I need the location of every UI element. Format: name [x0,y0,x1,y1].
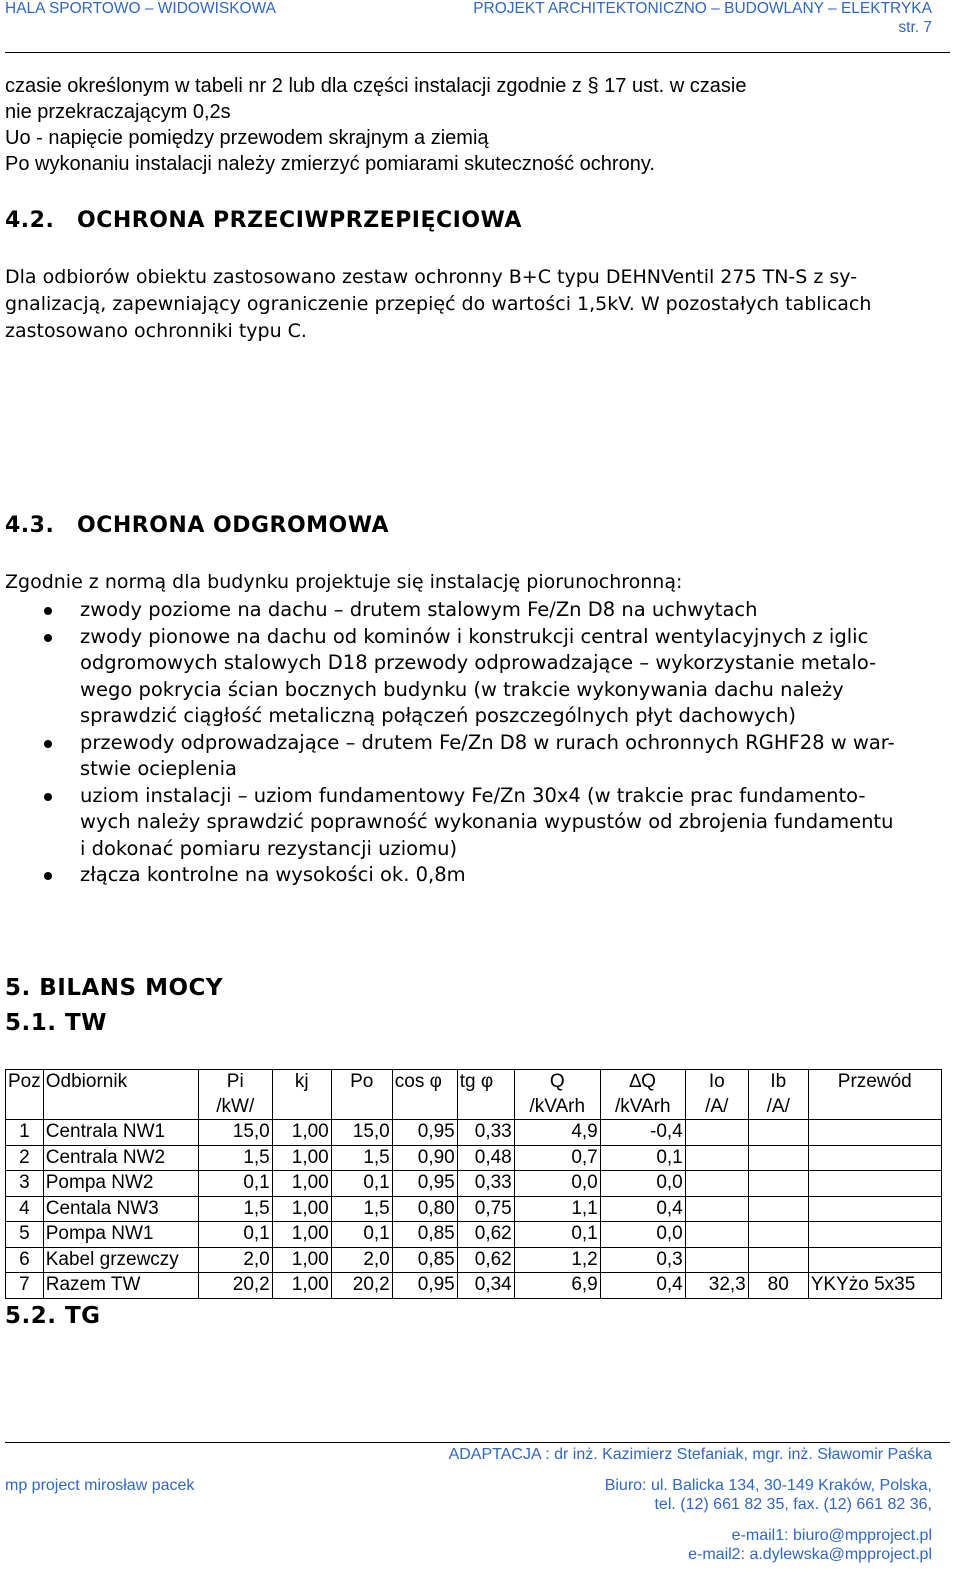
table-cell: 1,00 [272,1171,331,1197]
table-cell: 20,2 [331,1273,392,1299]
table-cell: 0,1 [600,1145,685,1171]
table-cell: 1,2 [514,1247,600,1273]
table-cell [748,1196,808,1222]
table-cell: 4 [6,1196,44,1222]
table-cell [748,1247,808,1273]
table-cell: 0,80 [392,1196,457,1222]
table-cell [685,1222,748,1248]
table-cell: 0,4 [600,1196,685,1222]
table-cell: Razem TW [43,1273,198,1299]
section-number: 4.3. [5,513,55,538]
table-row [6,1120,942,1146]
table-cell [685,1145,748,1171]
table-cell: 0,0 [600,1171,685,1197]
header-cell: Q [514,1070,600,1095]
intro-line-3: Uo - napięcie pomiędzy przewodem skrajnym a ziemią [5,127,489,149]
table-cell [685,1247,748,1273]
table-cell: 1,00 [272,1196,331,1222]
table-cell: 0,4 [600,1273,685,1299]
power-balance-table [5,1069,942,1299]
header-cell: cos φ [392,1070,457,1095]
s42-line-2: gnalizacją, zapewniający ograniczenie przepięć do wartości 1,5kV. W pozostałych tablicach [5,293,872,315]
section-title: OCHRONA ODGROMOWA [77,513,390,538]
footer-email-1: e-mail1: biuro@mpproject.pl [731,1527,932,1544]
table-cell [748,1120,808,1146]
table-row [6,1171,942,1197]
header-right: PROJEKT ARCHITEKTONICZNO – BUDOWLANY – ELEKTRYKA [473,0,932,17]
table-cell: 0,7 [514,1145,600,1171]
table-cell [808,1247,941,1273]
header-cell: /kVArh [514,1095,600,1120]
table-cell: 4,9 [514,1120,600,1146]
table-cell: 1,1 [514,1196,600,1222]
table-cell: 1,00 [272,1145,331,1171]
intro-line-2: nie przekraczającym 0,2s [5,101,231,123]
header-rule [5,52,950,53]
table-cell: 0,1 [331,1222,392,1248]
table-cell: 1,5 [331,1196,392,1222]
table-row [6,1145,942,1171]
table-cell [808,1196,941,1222]
page-number: str. 7 [898,19,932,36]
header-cell: /kVArh [600,1095,685,1120]
header-cell: Poz [6,1070,44,1095]
header-cell [392,1095,457,1120]
table-cell: 1,00 [272,1273,331,1299]
table-cell: 1 [6,1120,44,1146]
table-cell: 0,1 [198,1171,272,1197]
list-item: zwody poziome na dachu – drutem stalowym Fe/Zn D8 na uchwytach [0,597,940,624]
table-cell: 0,85 [392,1247,457,1273]
footer-rule [5,1442,950,1443]
table-cell: 2,0 [331,1247,392,1273]
header-cell: Ib [748,1070,808,1095]
table-cell: 2 [6,1145,44,1171]
table-row [6,1247,942,1273]
header-cell: Przewód [808,1070,941,1095]
footer-email-2: e-mail2: a.dylewska@mpproject.pl [688,1546,932,1563]
section-heading-5-1: 5.1. TW [5,1010,108,1036]
list-item: przewody odprowadzające – drutem Fe/Zn D8 w rurach ochronnych RGHF28 w war- stwie ocieplenia [0,730,940,783]
table-cell [808,1222,941,1248]
table-cell: 0,34 [457,1273,514,1299]
header-cell [808,1095,941,1120]
list-item: uziom instalacji – uziom fundamentowy Fe/Zn 30x4 (w trakcie prac fundamento- wych należy sprawdzić poprawność wykonania wypustów od zbrojenia fundamentu i dokonać pomiaru rezystancji uziomu) [0,783,940,863]
footer-address-2: tel. (12) 661 82 35, fax. (12) 661 82 36, [654,1496,932,1513]
s42-line-3: zastosowano ochronniki typu C. [5,320,307,342]
list-item: zwody pionowe na dachu od kominów i konstrukcji central wentylacyjnych z iglic odgromowych stalowych D18 przewody odprowadzające – wykorzystanie metalo- wego pokrycia ścian bocznych budynku (w trakcie wykonywania dachu należy sprawdzić ciągłość metaliczną połączeń poszczególnych płyt dachowych) [0,624,940,730]
section-title: OCHRONA PRZECIWPRZEPIĘCIOWA [77,208,522,233]
table-cell: 6,9 [514,1273,600,1299]
table-cell: 0,33 [457,1120,514,1146]
table-cell: Pompa NW2 [43,1171,198,1197]
header-cell: /A/ [685,1095,748,1120]
section-heading-5: 5. BILANS MOCY [5,975,224,1001]
header-cell: Odbiornik [43,1070,198,1095]
table-row [6,1222,942,1248]
header-cell: ∆Q [600,1070,685,1095]
table-row [6,1196,942,1222]
table-cell [808,1120,941,1146]
table-cell [808,1145,941,1171]
table-cell: 15,0 [331,1120,392,1146]
table-cell: 0,62 [457,1222,514,1248]
table-cell: 0,75 [457,1196,514,1222]
table-cell: 1,5 [331,1145,392,1171]
intro-line-4: Po wykonaniu instalacji należy zmierzyć pomiarami skuteczność ochrony. [5,153,655,175]
header-left: HALA SPORTOWO – WIDOWISKOWA [5,0,277,17]
header-cell [272,1095,331,1120]
table-cell: 20,2 [198,1273,272,1299]
header-cell [43,1095,198,1120]
table-cell: 6 [6,1247,44,1273]
s42-line-1: Dla odbiorów obiektu zastosowano zestaw ochronny B+C typu DEHNVentil 275 TN-S z sy- [5,266,858,288]
table-cell [748,1171,808,1197]
table-cell: 0,0 [600,1222,685,1248]
table-cell: 0,95 [392,1171,457,1197]
s43-intro: Zgodnie z normą dla budynku projektuje się instalację piorunochronną: [5,571,683,593]
section-heading-5-2: 5.2. TG [5,1303,101,1329]
table-cell: 0,62 [457,1247,514,1273]
footer-adaptacja: ADAPTACJA : dr inż. Kazimierz Stefaniak, mgr. inż. Sławomir Paśka [448,1446,932,1463]
table-cell: 1,00 [272,1247,331,1273]
table-cell: 0,1 [198,1222,272,1248]
header-cell [331,1095,392,1120]
header-cell [457,1095,514,1120]
table-cell: 15,0 [198,1120,272,1146]
header-cell: tg φ [457,1070,514,1095]
table-cell: 0,1 [514,1222,600,1248]
list-item: złącza kontrolne na wysokości ok. 0,8m [0,862,940,889]
footer-address-1: Biuro: ul. Balicka 134, 30-149 Kraków, Polska, [604,1477,932,1494]
table-cell: Centrala NW1 [43,1120,198,1146]
header-cell [6,1095,44,1120]
table-cell: 0,1 [331,1171,392,1197]
table-cell: 0,48 [457,1145,514,1171]
table-cell: Centala NW3 [43,1196,198,1222]
table-cell: 0,85 [392,1222,457,1248]
section-heading-4-2 [5,208,522,233]
table-cell: 0,95 [392,1273,457,1299]
table-cell: 80 [748,1273,808,1299]
header-cell: Io [685,1070,748,1095]
header-cell: Pi [198,1070,272,1095]
table-cell: Pompa NW1 [43,1222,198,1248]
table-header-row [6,1095,942,1120]
table-cell: 1,00 [272,1222,331,1248]
table-row [6,1273,942,1299]
header-cell: /kW/ [198,1095,272,1120]
header-cell: Po [331,1070,392,1095]
table-cell: Centrala NW2 [43,1145,198,1171]
table-cell: 1,00 [272,1120,331,1146]
section-heading-4-3 [5,513,389,538]
table-header-row [6,1070,942,1095]
section-number: 4.2. [5,208,55,233]
lightning-protection-list [0,597,940,889]
table-cell: 1,5 [198,1196,272,1222]
table-cell: YKYżo 5x35 [808,1273,941,1299]
header-cell: /A/ [748,1095,808,1120]
table-cell [808,1171,941,1197]
header-cell: kj [272,1070,331,1095]
table-cell [748,1145,808,1171]
table-cell: 0,0 [514,1171,600,1197]
table-cell: 7 [6,1273,44,1299]
table-cell: 0,90 [392,1145,457,1171]
table-cell: 2,0 [198,1247,272,1273]
table-cell: 1,5 [198,1145,272,1171]
table-cell [685,1196,748,1222]
table-cell: 3 [6,1171,44,1197]
table-cell [685,1120,748,1146]
table-cell: 5 [6,1222,44,1248]
table-cell [685,1171,748,1197]
table-cell [748,1222,808,1248]
table-cell: 0,3 [600,1247,685,1273]
table-cell: 32,3 [685,1273,748,1299]
table-cell: 0,33 [457,1171,514,1197]
intro-line-1: czasie określonym w tabeli nr 2 lub dla części instalacji zgodnie z § 17 ust. w czasie [5,75,747,97]
table-cell: Kabel grzewczy [43,1247,198,1273]
table-cell: 0,95 [392,1120,457,1146]
table-body [6,1120,942,1299]
footer-company: mp project mirosław pacek [5,1477,195,1494]
table-cell: -0,4 [600,1120,685,1146]
